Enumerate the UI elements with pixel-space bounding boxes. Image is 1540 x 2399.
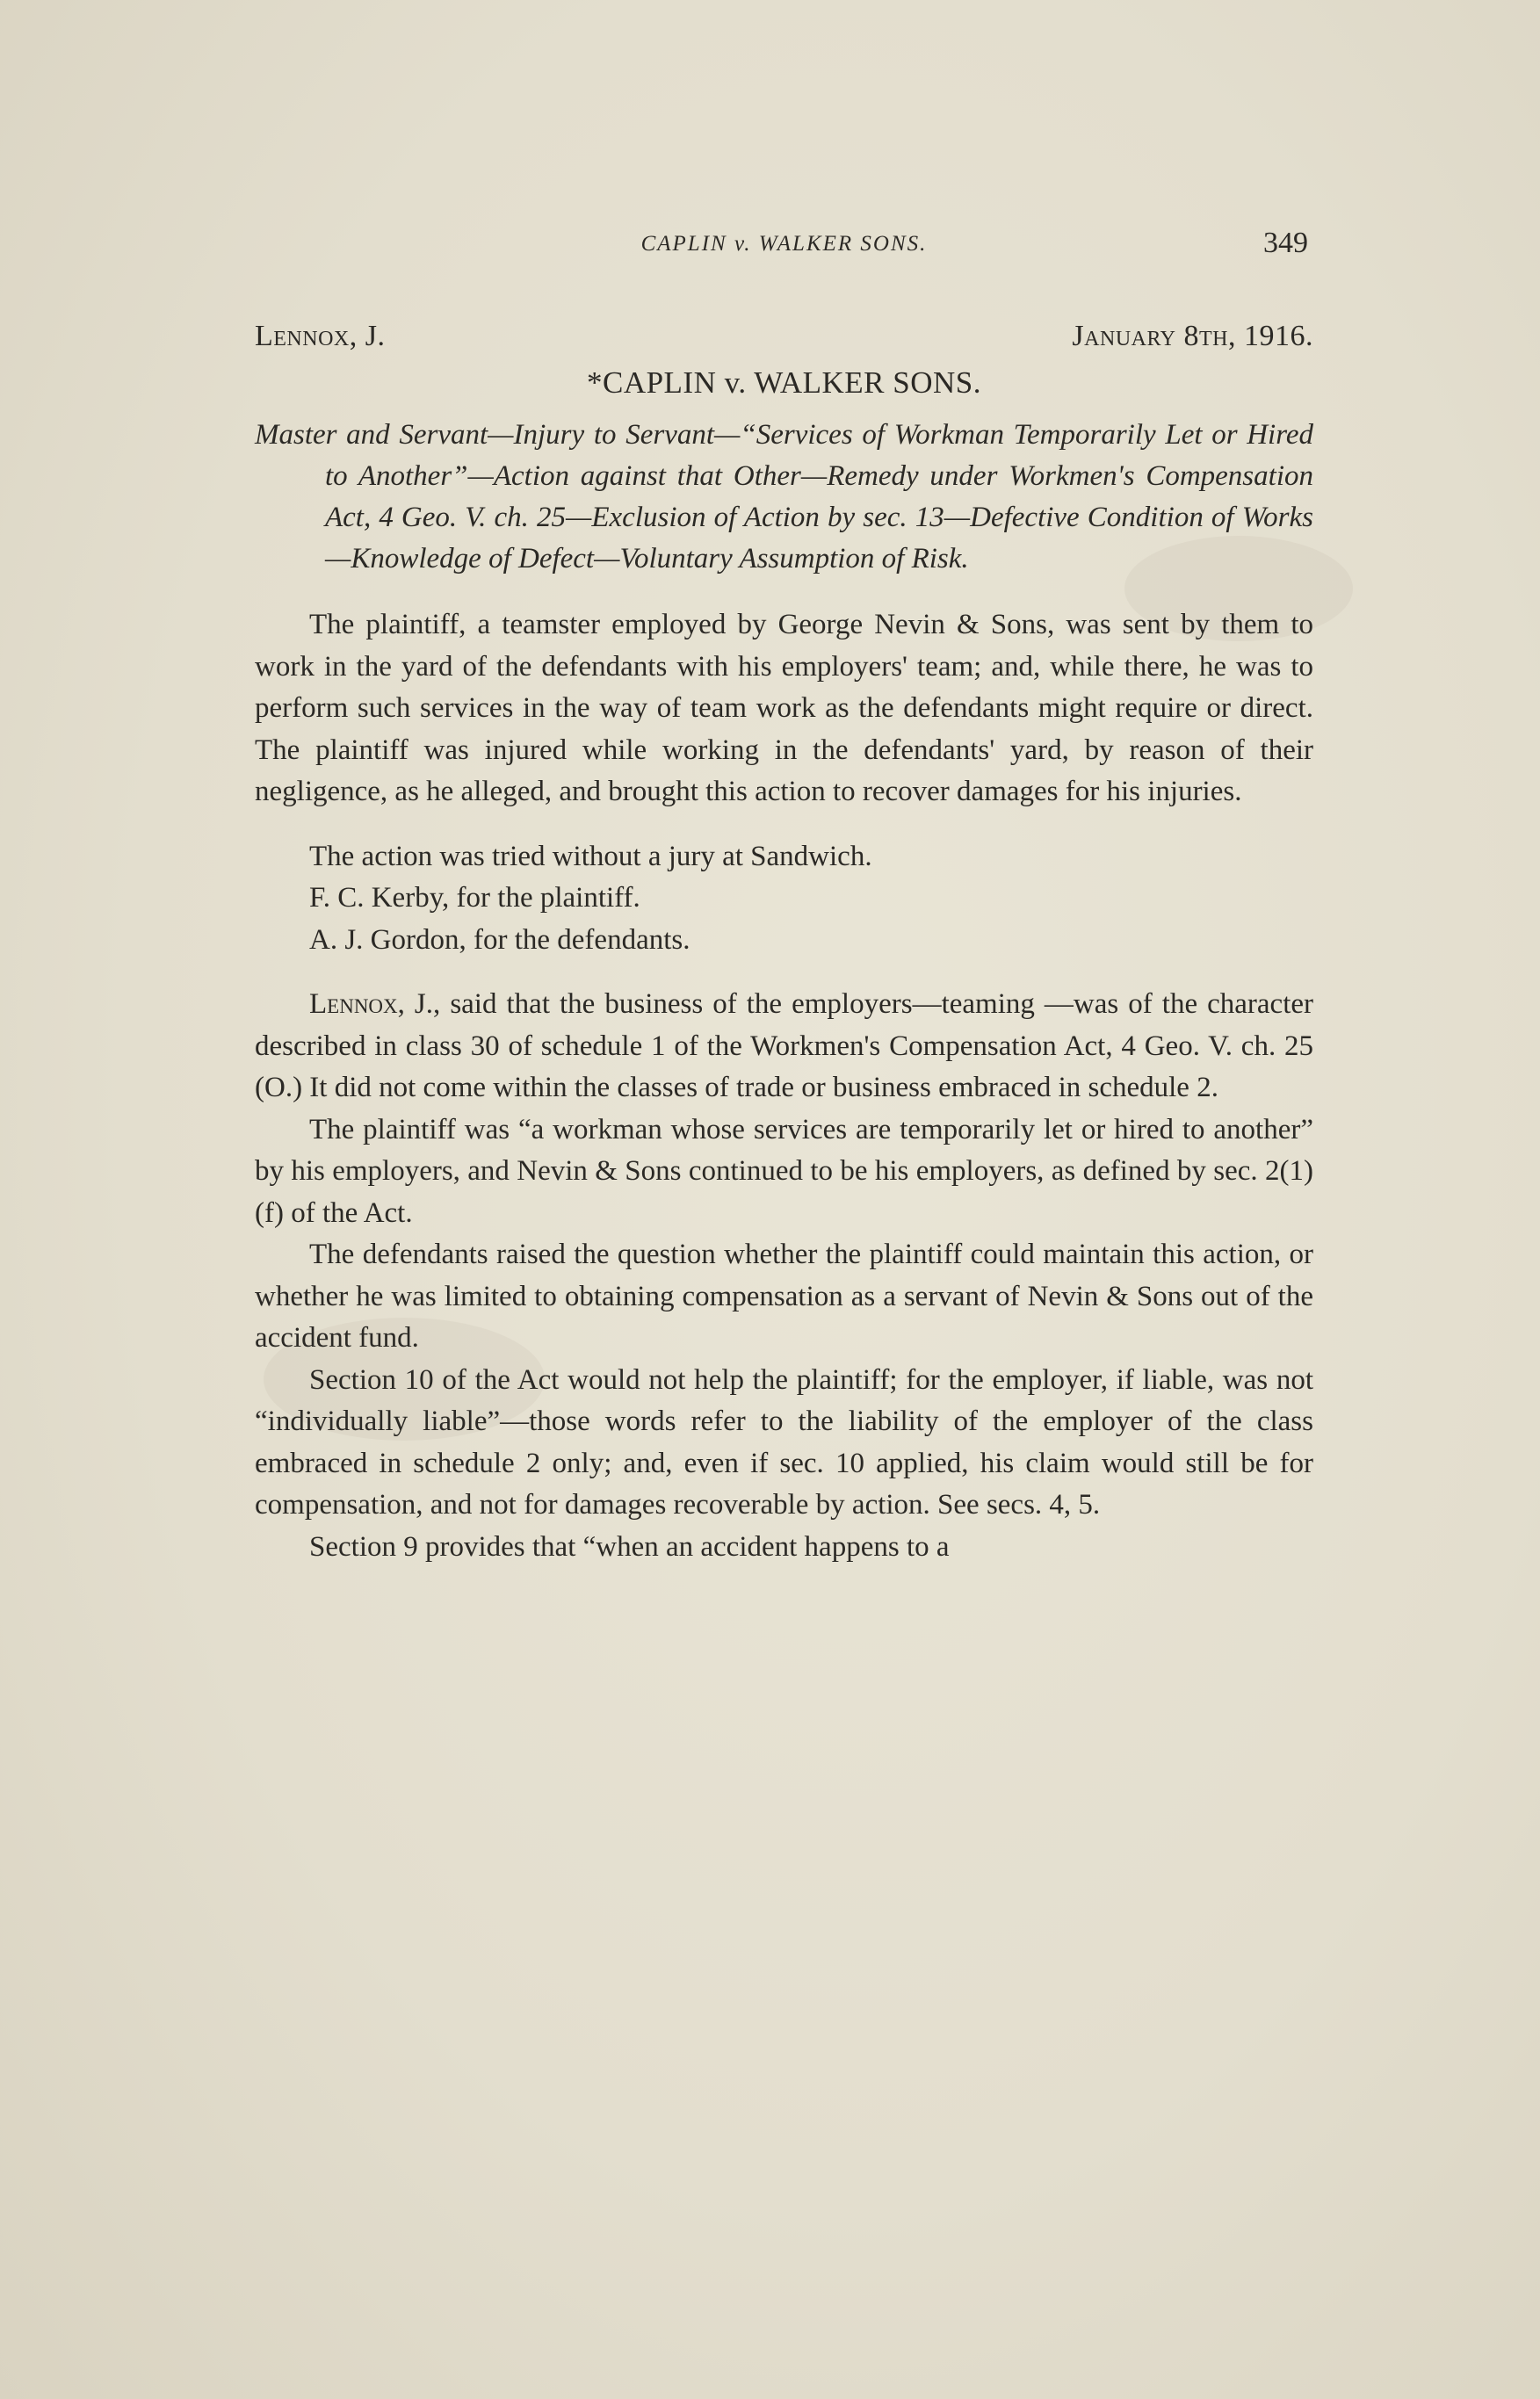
case-title: *CAPLIN v. WALKER SONS. — [586, 365, 982, 400]
counsel-plaintiff: F. C. Kerby, for the plaintiff. — [309, 882, 640, 914]
judgment-paragraph-1 — [255, 984, 1313, 1109]
judgment-paragraph-2: The plaintiff was “a workman whose services are temporarily let or hired to another” by his employers, and Nevin & Sons continued to be his employers, as defined by sec. 2(1)(f) of the Act. — [255, 1113, 1313, 1229]
headnote: Master and Servant—Injury to Servant—“Services of Workman Temporarily Let or Hired to Another”—Action against that Other—Remedy under Workmen's Compensation Act, 4 Geo. V. ch. 25—Exclusion of Action by sec. 13—Defective Condition of Works—Knowledge of Defect—Voluntary Assumption of Risk. — [255, 419, 1313, 574]
facts-paragraph: The plaintiff, a teamster employed by George Nevin & Sons, was sent by them to work in the yard of the defendants with his employers' team; and, while there, he was to perform such services in the way of team work as the defendants might require or direct. The plaintiff was injured while working in the defendants' yard, by reason of their negligence, as he alleged, and brought this action to recover damages for his injuries. — [255, 609, 1313, 807]
judge-name: Lennox, J. — [255, 320, 386, 352]
page-number: 349 — [1263, 227, 1308, 259]
judgment-paragraph-4: Section 10 of the Act would not help the plaintiff; for the employer, if liable, was not “individually liable”—those words refer to the liability of the employer of the class embraced in schedule 2 only; and, even if sec. 10 applied, his claim would still be for compensation, and not for damages recoverable by action. See secs. 4, 5. — [255, 1363, 1313, 1521]
judge-date-line — [255, 316, 1313, 357]
trial-paragraph: The action was tried without a jury at Sandwich. — [309, 840, 872, 872]
decision-date: January 8th, 1916. — [1072, 320, 1313, 352]
judgment-text-1: said that the business of the employers—teaming —was of the character described in class 30 of schedule 1 of the Workmen's Compensation Act, 4 Geo. V. ch. 25 (O.) It did not come within the classes of trade or business embraced in schedule 2. — [255, 988, 1313, 1103]
counsel-defendants: A. J. Gordon, for the defendants. — [309, 923, 690, 956]
running-head — [255, 227, 1313, 262]
judgment-paragraph-3: The defendants raised the question whether the plaintiff could maintain this action, or whether he was limited to obtaining compensation as a servant of Nevin & Sons out of the accident fund. — [255, 1239, 1313, 1354]
running-head-title: CAPLIN v. WALKER SONS. — [640, 232, 928, 256]
page-content — [255, 227, 1313, 1568]
judgment-paragraph-5: Section 9 provides that “when an accident happens to a — [309, 1530, 950, 1563]
judgment-judge-name: Lennox, J., — [309, 988, 441, 1020]
